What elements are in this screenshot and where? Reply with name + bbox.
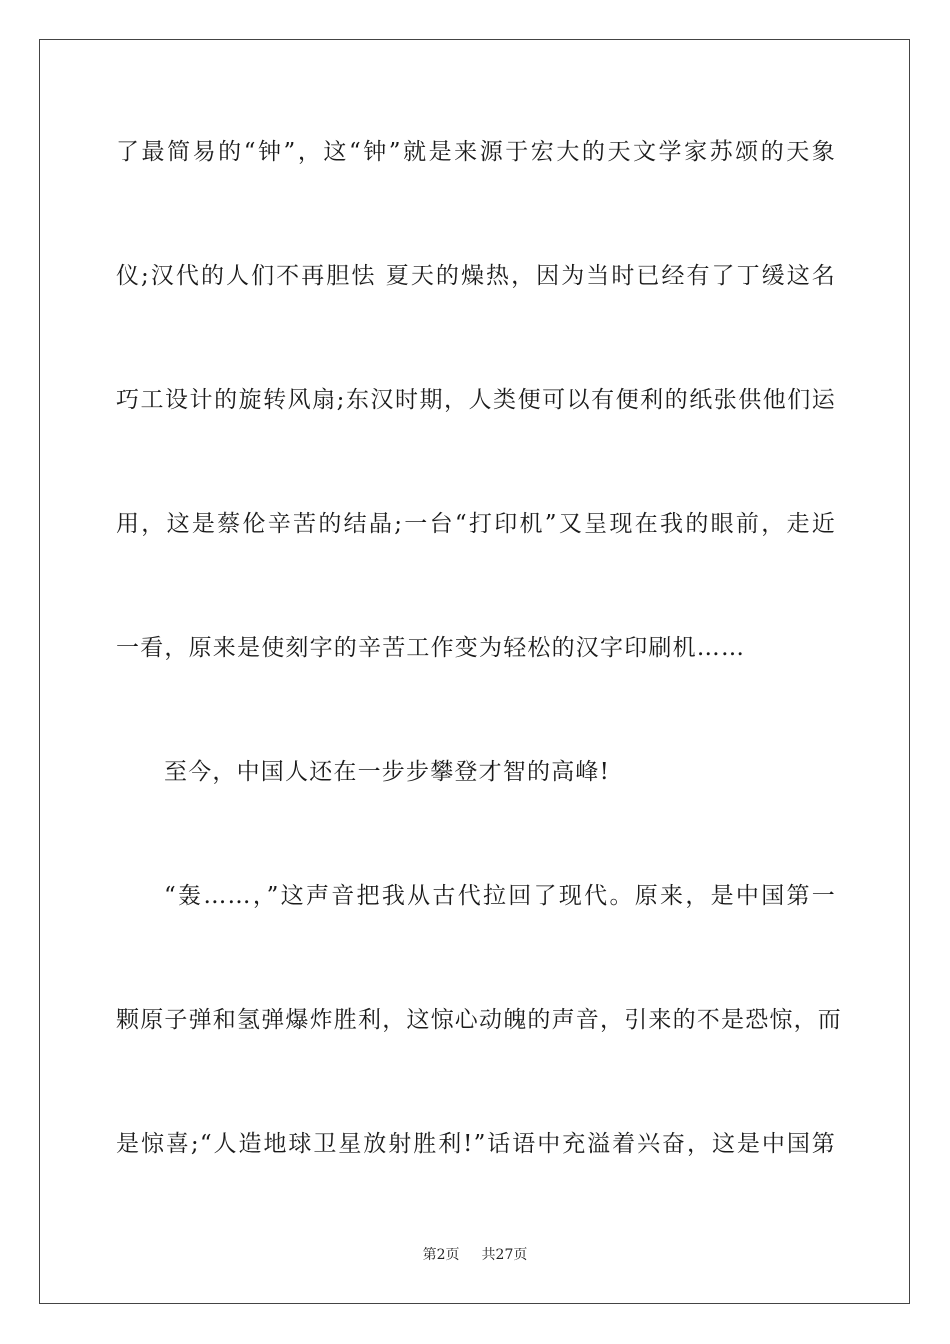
- text-line: 颗原子弹和氢弹爆炸胜利，这惊心动魄的声音，引来的不是恐惊，而: [116, 1007, 842, 1033]
- text-line: 了最简易的“钟”，这“钟”就是来源于宏大的天文学家苏颂的天象: [116, 139, 836, 165]
- text-line: 仪;汉代的人们不再胆怯 夏天的燥热，因为当时已经有了丁缓这名: [116, 263, 836, 289]
- page-number: 第2页: [422, 1247, 460, 1263]
- text-line: 是惊喜;“人造地球卫星放射胜利!”话语中充溢着兴奋，这是中国第: [116, 1131, 836, 1157]
- paragraph-line: 至今，中国人还在一步步攀登才智的高峰!: [164, 759, 611, 785]
- paragraph-line: “轰……，”这声音把我从古代拉回了现代。原来，是中国第一: [164, 883, 836, 909]
- text-line: 巧工设计的旋转风扇;东汉时期，人类便可以有便利的纸张供他们运: [116, 387, 836, 413]
- text-line: 用，这是蔡伦辛苦的结晶;一台“打印机”又呈现在我的眼前，走近: [116, 511, 836, 537]
- page-total: 共27页: [481, 1247, 528, 1263]
- page-footer: [0, 1246, 950, 1264]
- text-line: 一看，原来是使刻字的辛苦工作变为轻松的汉字印刷机……: [116, 635, 746, 661]
- page-border: [39, 39, 910, 1304]
